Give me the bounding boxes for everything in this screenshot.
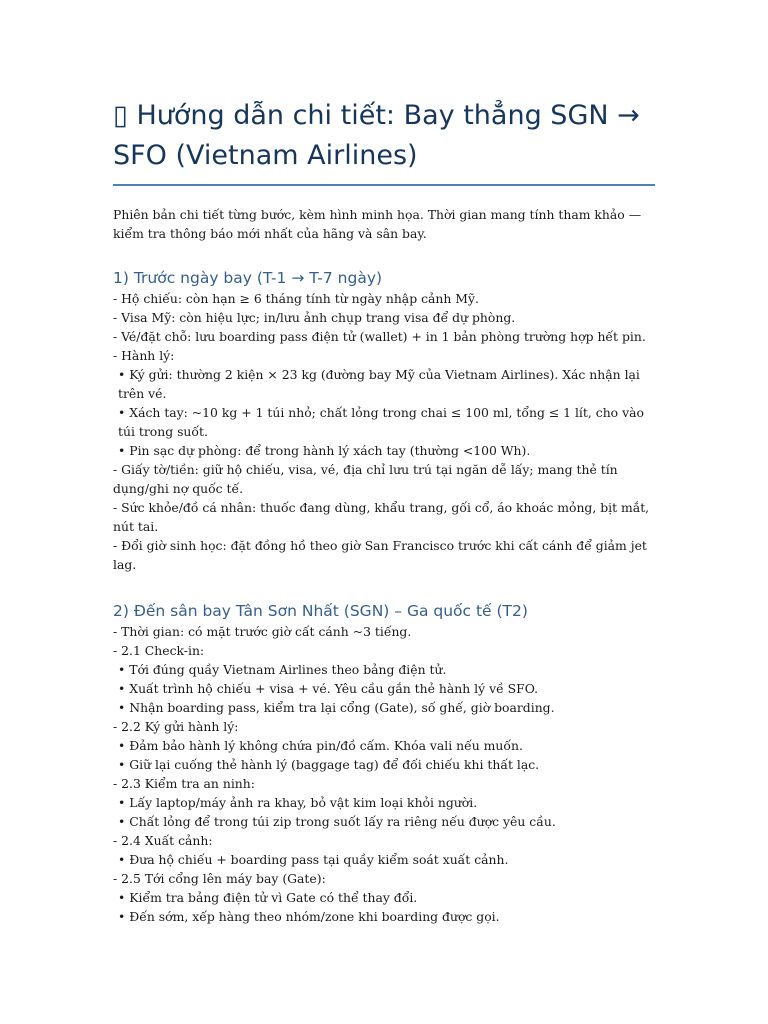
list-line: - Vé/đặt chỗ: lưu boarding pass điện tử (wallet) + in 1 bản phòng trường hợp hết pin. — [113, 329, 646, 344]
bullet-line: • Giữ lại cuống thẻ hành lý (baggage tag) để đối chiếu khi thất lạc. — [118, 757, 540, 772]
list-line: - Thời gian: có mặt trước giờ cất cánh ~3 tiếng. — [113, 624, 412, 639]
bullet-line: • Đảm bảo hành lý không chứa pin/đồ cấm. Khóa vali nếu muốn. — [118, 738, 523, 753]
document-page — [113, 96, 655, 926]
list-line: - 2.3 Kiểm tra an ninh: — [113, 776, 255, 791]
bullet-line: • Đưa hộ chiếu + boarding pass tại quầy kiểm soát xuất cảnh. — [118, 852, 509, 867]
section-lines-airport-sgn — [113, 622, 655, 926]
list-line: - Giấy tờ/tiền: giữ hộ chiếu, visa, vé, địa chỉ lưu trú tại ngăn dễ lấy; mang thẻ tín dụng/ghi nợ quốc tế. — [113, 462, 622, 496]
list-line: - Visa Mỹ: còn hiệu lực; in/lưu ảnh chụp trang visa để dự phòng. — [113, 310, 516, 325]
bullet-line: • Lấy laptop/máy ảnh ra khay, bỏ vật kim loại khỏi người. — [118, 795, 478, 810]
bullet-line: • Xách tay: ~10 kg + 1 túi nhỏ; chất lỏng trong chai ≤ 100 ml, tổng ≤ 1 lít, cho vào túi trong suốt. — [118, 405, 648, 439]
bullet-line: • Đến sớm, xếp hàng theo nhóm/zone khi boarding được gọi. — [118, 909, 500, 924]
list-line: - 2.1 Check-in: — [113, 643, 205, 658]
bullet-line: • Pin sạc dự phòng: để trong hành lý xách tay (thường <100 Wh). — [118, 443, 531, 458]
list-line: - Hộ chiếu: còn hạn ≥ 6 tháng tính từ ngày nhập cảnh Mỹ. — [113, 291, 479, 306]
section-heading-before-flight: 1) Trước ngày bay (T-1 → T-7 ngày) — [113, 269, 383, 287]
bullet-line: • Ký gửi: thường 2 kiện × 23 kg (đường bay Mỹ của Vietnam Airlines). Xác nhận lại trên vé. — [118, 367, 644, 401]
bullet-line: • Kiểm tra bảng điện tử vì Gate có thể thay đổi. — [118, 890, 418, 905]
list-line: - 2.2 Ký gửi hành lý: — [113, 719, 239, 734]
section-heading-airport-sgn: 2) Đến sân bay Tân Sơn Nhất (SGN) – Ga quốc tế (T2) — [113, 602, 528, 620]
section-lines-before-flight — [113, 289, 655, 574]
bullet-line: • Chất lỏng để trong túi zip trong suốt lấy ra riêng nếu được yêu cầu. — [118, 814, 556, 829]
list-line: - Hành lý: — [113, 348, 175, 363]
intro-paragraph: Phiên bản chi tiết từng bước, kèm hình minh họa. Thời gian mang tính tham khảo — kiểm tra thông báo mới nhất của hãng và sân bay. — [113, 207, 642, 241]
bullet-line: • Nhận boarding pass, kiểm tra lại cổng (Gate), số ghế, giờ boarding. — [118, 700, 555, 715]
list-line: - Sức khỏe/đồ cá nhân: thuốc đang dùng, khẩu trang, gối cổ, áo khoác mỏng, bịt mắt, nút tai. — [113, 500, 654, 534]
bullet-line: • Tới đúng quầy Vietnam Airlines theo bảng điện tử. — [118, 662, 447, 677]
list-line: - Đổi giờ sinh học: đặt đồng hồ theo giờ San Francisco trước khi cất cánh để giảm jet lag. — [113, 538, 651, 572]
bullet-line: • Xuất trình hộ chiếu + visa + vé. Yêu cầu gắn thẻ hành lý về SFO. — [118, 681, 539, 696]
list-line: - 2.5 Tới cổng lên máy bay (Gate): — [113, 871, 326, 886]
list-line: - 2.4 Xuất cảnh: — [113, 833, 213, 848]
document-title: ▯ Hướng dẫn chi tiết: Bay thẳng SGN → SFO (Vietnam Airlines) — [113, 96, 655, 186]
